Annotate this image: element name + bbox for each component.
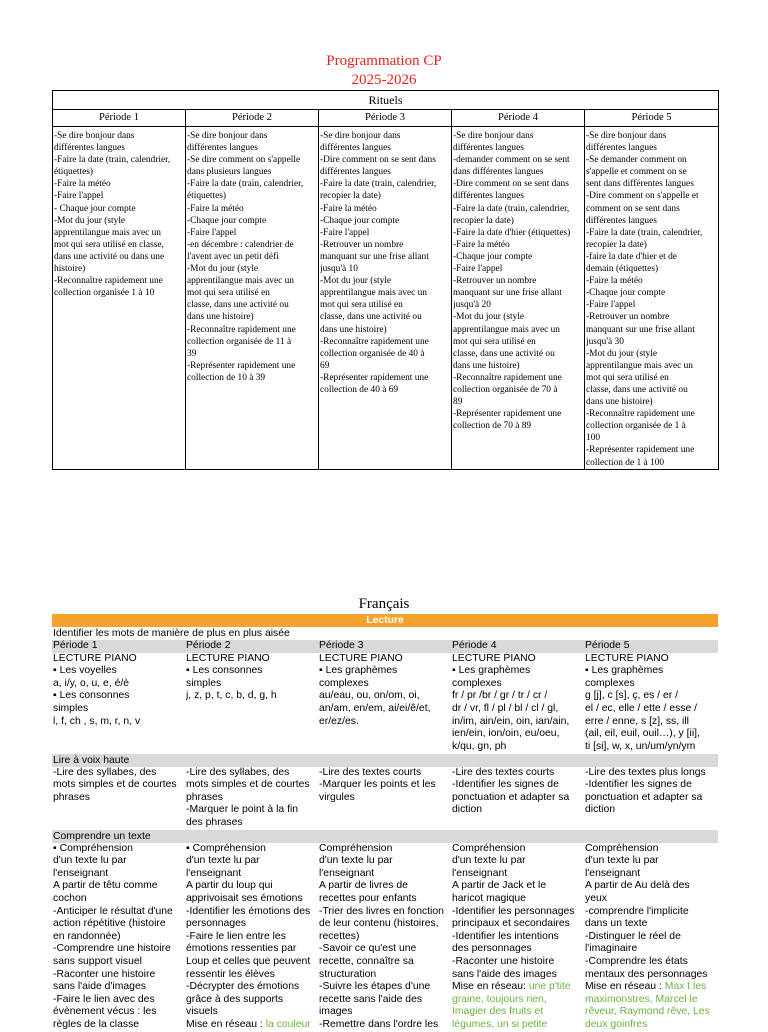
cell-line: l'imaginaire (585, 943, 638, 955)
cell-line: -Se dire bonjour dans (320, 131, 401, 141)
voix-cell (52, 767, 185, 830)
cell-line: collection organisée de 70 à (453, 384, 558, 395)
cell-line: -Chaque jour compte (320, 215, 400, 226)
cell-line: -Raconter une histoire (53, 968, 156, 980)
cell-line: -Faire la météo (586, 276, 643, 287)
cell-line: s'appelle et comment on se (586, 167, 687, 178)
cell-line: dr / vr, fl / pl / bl / cl / gl, (452, 702, 559, 714)
cell-line: mot qui sera utilisé en (320, 300, 403, 311)
cell-line: Mise en réseau: une p'tite (452, 981, 571, 993)
cell-line: -Retrouver un nombre (586, 312, 670, 323)
cell-line: collection de 10 à 39 (187, 372, 266, 383)
comprendre-cell (52, 843, 185, 1032)
cell-line: -Distinguer le réel de (585, 930, 681, 942)
cell-line: étiquettes) (187, 191, 227, 202)
cell-line: A partir du loup qui (186, 880, 273, 892)
cell-line: des phrases (186, 816, 243, 828)
cell-line: -Dire comment on se sent dans (320, 155, 436, 166)
rituels-cell (585, 127, 719, 470)
cell-line: Imagier des fruits et (452, 1006, 544, 1018)
cell-line: recettes pour enfants (319, 892, 417, 904)
cell-line: -Faire le lien entre les (186, 930, 286, 942)
page-title: Programmation CP (326, 53, 442, 69)
cell-line: classe, dans une activité ou (320, 312, 422, 323)
rituels-cell (452, 127, 585, 470)
cell-line: A partir de livres de (319, 880, 408, 892)
cell-line: ▪ Les graphèmes (585, 665, 664, 677)
cell-line: collection organisée de 11 à (187, 336, 292, 347)
cell-line: -Mot du jour (style (586, 348, 658, 359)
cell-line: sans support visuel (53, 955, 142, 967)
cell-line: -Se dire comment on s'appelle (187, 155, 301, 166)
cell-line: -Lire des textes courts (319, 766, 422, 778)
comprendre-cell (185, 843, 318, 1032)
cell-line: principaux et secondaires (452, 918, 570, 930)
cell-line: -Chaque jour compte (586, 288, 666, 299)
cell-line: phrases (53, 791, 90, 803)
section-title-francais: Français (358, 596, 410, 612)
cell-line: A partir de têtu comme (53, 880, 158, 892)
cell-line: comment on se sent dans (586, 203, 680, 214)
cell-line: -Lire des textes plus longs (585, 766, 706, 778)
cell-line: -Lire des textes courts (452, 766, 555, 778)
cell-line: phrases (186, 791, 223, 803)
cell-line: images (319, 1006, 353, 1018)
cell-line: LECTURE PIANO (186, 652, 270, 664)
rituels-period-header: Période 1 (53, 110, 186, 127)
cell-line: el / ec, elle / ette / esse / (585, 702, 698, 714)
cell-line: mots simples et de courtes (53, 779, 177, 791)
comprendre-cell (318, 843, 451, 1032)
cell-line: -Mot du jour (style (54, 215, 126, 226)
cell-line: -Mot du jour (style (320, 276, 392, 287)
identifier-cell (318, 653, 451, 754)
cell-line: manquant sur une frise allant (586, 324, 695, 335)
cell-line: mentaux des personnages (585, 968, 708, 980)
cell-line: apprivoisait ses émotions (186, 892, 303, 904)
rituels-period-header: Période 3 (319, 110, 452, 127)
cell-line: 69 (320, 360, 330, 371)
cell-line: apprentilangue mais avec un (320, 288, 427, 299)
school-year: 2025-2026 (351, 72, 417, 88)
cell-line: simples (186, 677, 222, 689)
cell-line: -Faire l'appel (586, 300, 636, 311)
cell-line: dans une histoire) (586, 397, 653, 408)
lecture-band: Lecture (52, 614, 718, 627)
cell-line: k/qu, gn, ph (452, 740, 507, 752)
cell-line: complexes (319, 677, 369, 689)
cell-line: l'enseignant (53, 867, 109, 879)
rituels-period-header: Période 2 (186, 110, 319, 127)
cell-line: in/im, ain/ein, oin, ian/ain, (452, 715, 570, 727)
cell-line: -Reconnaître rapidement une (320, 336, 429, 347)
cell-line: virgules (319, 791, 355, 803)
cell-line: 100 (586, 433, 601, 444)
cell-line: -Faire l'appel (320, 227, 370, 238)
cell-line: dans une histoire) (187, 312, 254, 323)
cell-line: mot qui sera utilisé en (187, 288, 270, 299)
cell-line: d'un texte lu par (585, 855, 659, 867)
cell-line: ▪ Les graphèmes (452, 665, 531, 677)
cell-line: haricot magique (452, 892, 526, 904)
voix-label: Lire à voix haute (52, 754, 718, 767)
francais-period-header: Période 2 (185, 640, 318, 653)
rituels-caption: Rituels (53, 91, 719, 110)
cell-line: Compréhension (585, 842, 659, 854)
cell-line: -Dire comment on se sent dans (453, 179, 569, 190)
cell-line: l'enseignant (319, 867, 375, 879)
cell-line: -Marquer les points et les (319, 779, 436, 791)
cell-line: -Faire la date (train, calendrier, (453, 203, 570, 214)
cell-line: collection organisée 1 à 10 (54, 288, 155, 299)
rituels-period-header: Période 4 (452, 110, 585, 127)
cell-line: collection organisée de 1 à (586, 421, 686, 432)
cell-line: -Représenter rapidement une (187, 360, 296, 371)
cell-line: dans une histoire) (320, 324, 387, 335)
identifier-cell (52, 653, 185, 754)
cell-line: différentes langues (54, 143, 125, 154)
cell-line: -Se dire bonjour dans (54, 131, 135, 141)
cell-line: l, f, ch , s, m, r, n, v (53, 715, 141, 727)
cell-line: grâce à des supports (186, 993, 284, 1005)
cell-line: mot qui sera utilisé en classe, (54, 239, 164, 250)
cell-line: -Dire comment on s'appelle et (586, 191, 699, 202)
cell-line: -Marquer le point à la fin (186, 804, 299, 816)
cell-line: -Faire l'appel (187, 227, 237, 238)
cell-line: mot qui sera utilisé en (586, 372, 669, 383)
cell-line: dans différentes langues (453, 167, 544, 178)
cell-line: fr / pr /br / gr / tr / cr / (452, 690, 548, 702)
cell-line: -Mot du jour (style (187, 264, 259, 275)
cell-line: LECTURE PIANO (452, 652, 536, 664)
cell-line: recopier la date) (453, 215, 514, 226)
cell-line: Compréhension (452, 842, 526, 854)
cell-line: -Mot du jour (style (453, 312, 525, 323)
cell-line: LECTURE PIANO (585, 652, 669, 664)
cell-line: classe, dans une activité ou (187, 300, 289, 311)
cell-line: sans l'aide des images (452, 968, 557, 980)
cell-line: d'un texte lu par (319, 855, 393, 867)
cell-line: cochon (53, 892, 87, 904)
identifier-label: Identifier les mots de manière de plus en plus aisée (53, 628, 290, 639)
cell-line: de leur contenu (histoires, (319, 918, 439, 930)
cell-line: -Chaque jour compte (187, 215, 267, 226)
cell-line: d'un texte lu par (53, 855, 127, 867)
cell-line: 39 (187, 348, 197, 359)
cell-line: -Identifier les signes de (585, 779, 692, 791)
cell-line: -Faire la date d'hier (étiquettes) (453, 227, 571, 238)
cell-line: différentes langues (453, 143, 524, 154)
francais-period-header: Période 3 (318, 640, 451, 653)
cell-line: er/ez/es. (319, 715, 359, 727)
cell-line: -Représenter rapidement une (453, 409, 562, 420)
cell-line: diction (452, 804, 483, 816)
identifier-cell (185, 653, 318, 754)
cell-line: demain (étiquettes) (586, 264, 659, 275)
voix-cell (318, 767, 451, 830)
cell-line: A partir de Jack et le (452, 880, 547, 892)
cell-line: -Se dire bonjour dans (453, 131, 534, 141)
cell-line: collection de 70 à 89 (453, 421, 532, 432)
cell-line: manquant sur une frise allant (320, 251, 429, 262)
cell-line: différentes langues (187, 143, 258, 154)
cell-line: -Lire des syllabes, des (53, 766, 157, 778)
cell-line: -Faire la date (train, calendrier, (320, 179, 437, 190)
cell-line: légumes, un si petite (452, 1018, 548, 1030)
cell-line: dans une histoire) (453, 360, 520, 371)
cell-line: diction (585, 804, 616, 816)
cell-line: (ail, eil, euil, ouil…), y [ii], (585, 728, 700, 740)
cell-line: Mise en réseau : la couleur (186, 1018, 311, 1030)
cell-line: classe, dans une activité ou (586, 384, 688, 395)
cell-line: ▪ Compréhension (53, 842, 133, 854)
cell-line: en randonnée) (53, 930, 121, 942)
cell-line: émotions ressenties par (186, 943, 297, 955)
comprendre-label: Comprendre un texte (52, 830, 718, 843)
cell-line: complexes (585, 677, 635, 689)
cell-line: -Reconnaître rapidement une (586, 409, 695, 420)
cell-line: mots simples et de courtes (186, 779, 310, 791)
cell-line: recette sans l'aide des (319, 993, 423, 1005)
cell-line: recopier la date) (320, 191, 381, 202)
cell-line: -Faire la date (train, calendrier, (187, 179, 304, 190)
cell-line: -Remettre dans l'ordre les (319, 1018, 439, 1030)
cell-line: ▪ Les consonnes (53, 690, 130, 702)
cell-line: l'enseignant (585, 867, 641, 879)
cell-line: l'enseignant (452, 867, 508, 879)
cell-line: -Suivre les étapes d'une (319, 981, 431, 993)
cell-line: collection organisée de 40 à (320, 348, 425, 359)
cell-line: ti [si], w, x, un/um/yn/ym (585, 740, 696, 752)
cell-line: -demander comment on se sent (453, 155, 570, 166)
cell-line: l'avent avec un petit défi (187, 251, 279, 262)
cell-line: ▪ Les graphèmes (319, 665, 398, 677)
cell-line: différentes langues (586, 215, 657, 226)
cell-line: -Raconter une histoire (452, 955, 555, 967)
cell-line: -Faire la date (train, calendrier, (586, 227, 703, 238)
cell-line: ien/ein, ion/oin, eu/oeu, (452, 728, 560, 740)
cell-line: -Chaque jour compte (453, 251, 533, 262)
rituels-cell (319, 127, 452, 470)
cell-line: au/eau, ou, on/om, oi, (319, 690, 420, 702)
cell-line: j, z, p, t, c, b, d, g, h (186, 690, 277, 702)
cell-line: rêveur, Raymond rêve, Les (585, 1006, 710, 1018)
cell-line: -Retrouver un nombre (320, 239, 404, 250)
cell-line: recopier la date) (586, 239, 647, 250)
cell-line: -Identifier les intentions (452, 930, 559, 942)
cell-line: différentes langues (320, 167, 391, 178)
cell-line: graine, toujours rien, (452, 993, 547, 1005)
cell-line: recettes) (319, 930, 360, 942)
rituels-period-header: Période 5 (585, 110, 719, 127)
cell-line: jusqu'à 30 (586, 336, 624, 347)
cell-line: -Faire la date (train, calendrier, (54, 155, 171, 166)
cell-line: dans plusieurs langues (187, 167, 272, 178)
cell-line: ▪ Les voyelles (53, 665, 117, 677)
cell-line: sent dans différentes langues (586, 179, 694, 190)
cell-line: -Lire des syllabes, des (186, 766, 290, 778)
cell-line: LECTURE PIANO (53, 652, 137, 664)
cell-line: a, i/y, o, u, e, é/è (53, 677, 130, 689)
cell-line: -Identifier les personnages (452, 905, 575, 917)
cell-line: 89 (453, 397, 463, 408)
cell-line: Compréhension (319, 842, 393, 854)
cell-line: A partir de Au delà des (585, 880, 690, 892)
cell-line: jusqu'à 10 (320, 264, 358, 275)
francais-period-header: Période 5 (584, 640, 718, 653)
cell-line: -Identifier les émotions des (186, 905, 311, 917)
cell-line: évènement vécus : les (53, 1006, 157, 1018)
voix-cell (451, 767, 584, 830)
cell-line: structuration (319, 968, 377, 980)
cell-line: d'un texte lu par (452, 855, 526, 867)
cell-line: -Reconnaître rapidement une (54, 276, 163, 287)
cell-line: simples (53, 702, 89, 714)
cell-line: -Identifier les signes de (452, 779, 559, 791)
cell-line: -Reconnaître rapidement une (187, 324, 296, 335)
cell-line: -Faire la météo (320, 203, 377, 214)
rituels-cell (186, 127, 319, 470)
cell-line: maximonstres, Marcel le (585, 993, 698, 1005)
cell-line: - Chaque jour compte (54, 203, 136, 214)
cell-line: visuels (186, 1006, 218, 1018)
cell-line: différentes langues (453, 191, 524, 202)
comprendre-cell (584, 843, 718, 1032)
voix-cell (185, 767, 318, 830)
cell-line: g [j], c [s], ç, es / er / (585, 690, 678, 702)
cell-line: -Représenter rapidement une (586, 445, 695, 456)
cell-line: l'enseignant (186, 867, 242, 879)
cell-line: -Savoir ce qu'est une (319, 943, 417, 955)
cell-line: -Faire l'appel (453, 264, 503, 275)
cell-line: -Reconnaître rapidement une (453, 372, 562, 383)
voix-cell (584, 767, 718, 830)
cell-line: collection de 40 à 69 (320, 384, 399, 395)
identifier-cell (584, 653, 718, 754)
cell-line: apprentilangue mais avec un (187, 276, 294, 287)
cell-line: -en décembre : calendrier de (187, 239, 294, 250)
cell-line: erre / enne, s [z], ss, ill (585, 715, 689, 727)
cell-line: -Se demander comment on (586, 155, 687, 166)
cell-line: -Anticiper le résultat d'une (53, 905, 173, 917)
cell-line: apprentilangue mais avec un (54, 227, 161, 238)
cell-line: règles de la classe (53, 1018, 140, 1030)
cell-line: -Se dire bonjour dans (586, 131, 667, 141)
comprendre-cell (451, 843, 584, 1032)
francais-period-header: Période 1 (52, 640, 185, 653)
cell-line: -Comprendre une histoire (53, 943, 171, 955)
cell-line: Loup et celles que peuvent (186, 955, 311, 967)
cell-line: dans une activité ou dans une (54, 251, 165, 262)
cell-line: -Faire la météo (187, 203, 244, 214)
cell-line: collection de 1 à 100 (586, 457, 665, 468)
cell-line: Mise en réseau : Max t les (585, 981, 707, 993)
francais-table (52, 614, 718, 1032)
cell-line: des personnages (452, 943, 532, 955)
cell-line: ▪ Les consonnes (186, 665, 263, 677)
cell-line: manquant sur une frise allant (453, 288, 562, 299)
cell-line: ressentir les élèves (186, 968, 275, 980)
cell-line: yeux (585, 892, 607, 904)
cell-line: LECTURE PIANO (319, 652, 403, 664)
cell-line: complexes (452, 677, 502, 689)
cell-line: action répétitive (histoire (53, 918, 166, 930)
cell-line: deux goinfres (585, 1018, 648, 1030)
cell-line: histoire) (54, 264, 86, 275)
cell-line: différentes langues (320, 143, 391, 154)
cell-line: personnages (186, 918, 247, 930)
cell-line: différentes langues (586, 143, 657, 154)
cell-line: ▪ Compréhension (186, 842, 266, 854)
rituels-cell (53, 127, 186, 470)
cell-line: -Décrypter des émotions (186, 981, 300, 993)
cell-line: classe, dans une activité ou (453, 348, 555, 359)
cell-line: -faire la date d'hier et de (586, 251, 677, 262)
cell-line: -Se dire bonjour dans (187, 131, 268, 141)
cell-line: -Retrouver un nombre (453, 276, 537, 287)
cell-line: d'un texte lu par (186, 855, 260, 867)
cell-line: -Faire la météo (453, 239, 510, 250)
cell-line: ponctuation et adapter sa (452, 791, 570, 803)
cell-line: étiquettes) (54, 167, 94, 178)
cell-line: apprentilangue mais avec un (453, 324, 560, 335)
cell-line: -Faire l'appel (54, 191, 104, 202)
cell-line: recette, connaître sa (319, 955, 414, 967)
cell-line: an/am, en/em, ai/ei/ê/et, (319, 702, 431, 714)
identifier-cell (451, 653, 584, 754)
cell-line: ponctuation et adapter sa (585, 791, 703, 803)
francais-period-header: Période 4 (451, 640, 584, 653)
cell-line: sans l'aide d'images (53, 981, 146, 993)
cell-line: jusqu'à 20 (453, 300, 491, 311)
cell-line: -Comprendre les états (585, 955, 688, 967)
cell-line: -Faire le lien avec des (53, 993, 155, 1005)
rituels-table (52, 90, 719, 470)
cell-line: -Représenter rapidement une (320, 372, 429, 383)
cell-line: mot qui sera utilisé en (453, 336, 536, 347)
cell-line: -Faire la météo (54, 179, 111, 190)
cell-line: -Trier des livres en fonction (319, 905, 444, 917)
cell-line: -comprendre l'implicite (585, 905, 689, 917)
cell-line: dans un texte (585, 918, 648, 930)
cell-line: apprentilangue mais avec un (586, 360, 693, 371)
